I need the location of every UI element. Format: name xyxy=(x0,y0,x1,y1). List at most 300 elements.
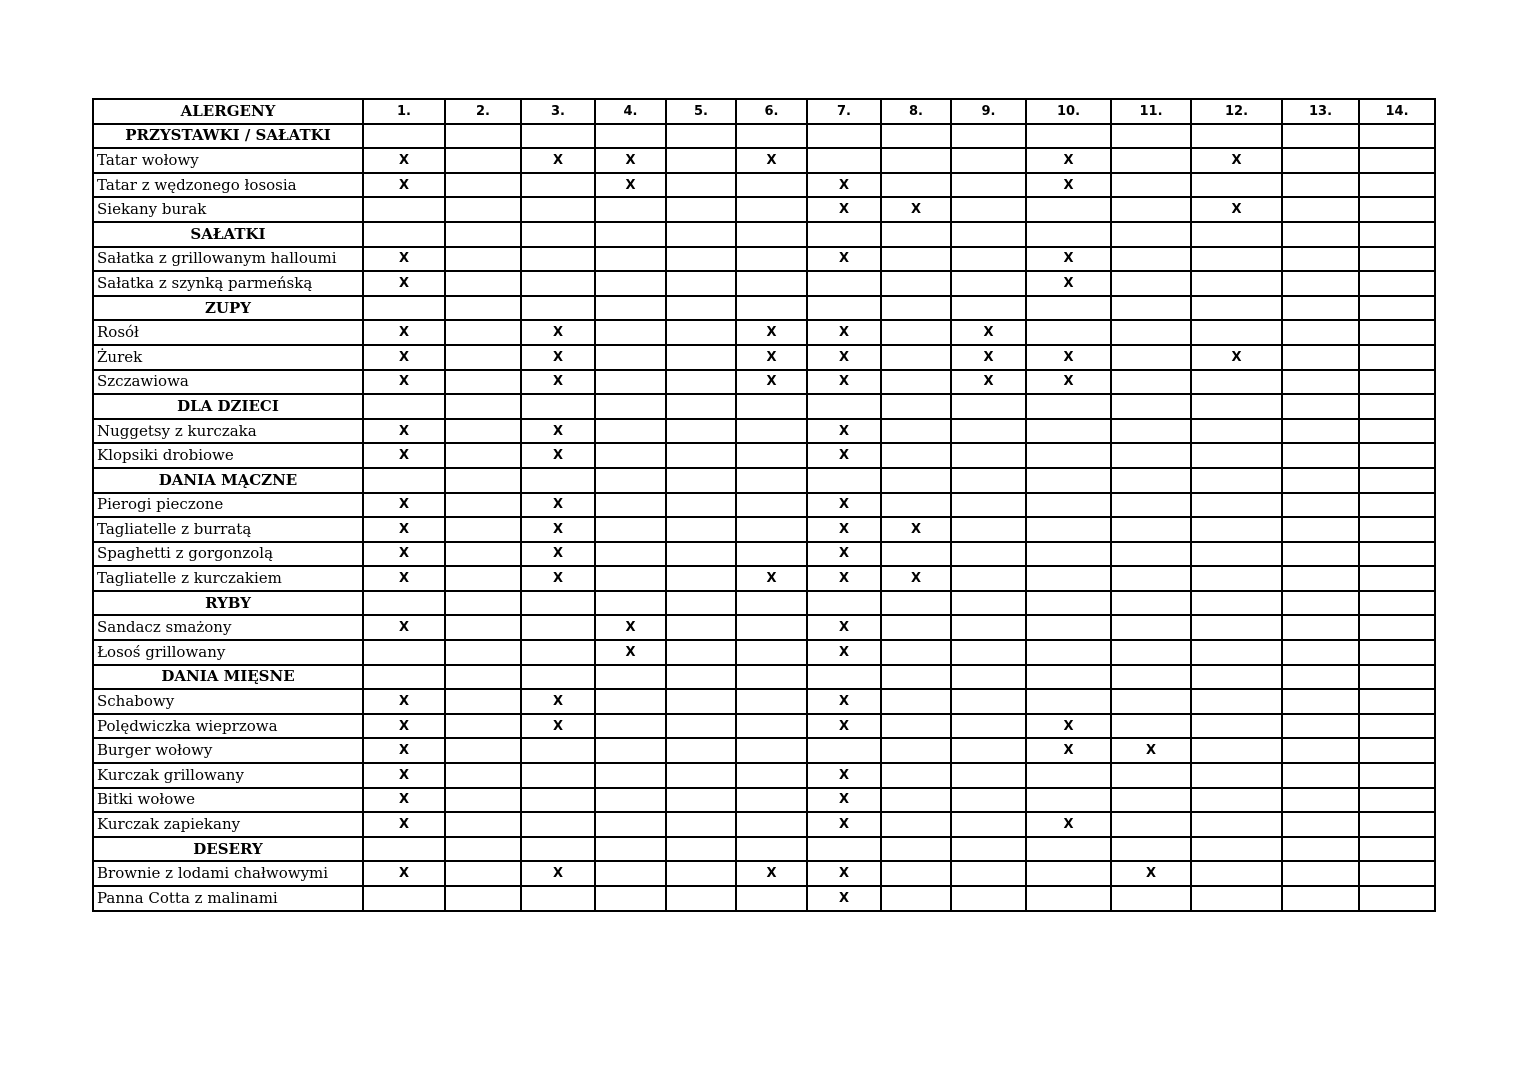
allergen-mark: X xyxy=(807,517,881,542)
empty-cell xyxy=(1359,812,1435,837)
empty-cell xyxy=(881,640,951,665)
empty-cell xyxy=(1191,419,1282,444)
empty-cell xyxy=(1026,197,1111,222)
allergen-mark: X xyxy=(363,247,445,272)
table-row xyxy=(93,419,1435,444)
empty-cell xyxy=(1191,370,1282,395)
allergen-mark: X xyxy=(807,542,881,567)
empty-cell xyxy=(1111,173,1191,198)
empty-cell xyxy=(445,222,521,247)
empty-cell xyxy=(445,591,521,616)
empty-cell xyxy=(1359,689,1435,714)
dish-name: Tatar z wędzonego łososia xyxy=(93,173,363,198)
empty-cell xyxy=(445,665,521,690)
empty-cell xyxy=(807,296,881,321)
allergen-mark: X xyxy=(736,370,807,395)
empty-cell xyxy=(1191,763,1282,788)
allergen-mark: X xyxy=(736,148,807,173)
allergen-mark: X xyxy=(1026,247,1111,272)
empty-cell xyxy=(1111,640,1191,665)
empty-cell xyxy=(363,296,445,321)
empty-cell xyxy=(1359,271,1435,296)
empty-cell xyxy=(521,640,595,665)
empty-cell xyxy=(1282,443,1359,468)
dish-name: Tagliatelle z kurczakiem xyxy=(93,566,363,591)
allergen-mark: X xyxy=(1026,173,1111,198)
empty-cell xyxy=(1359,861,1435,886)
table-row xyxy=(93,886,1435,911)
section-row xyxy=(93,665,1435,690)
empty-cell xyxy=(1282,222,1359,247)
allergen-mark: X xyxy=(807,689,881,714)
allergen-mark: X xyxy=(363,615,445,640)
empty-cell xyxy=(881,296,951,321)
empty-cell xyxy=(807,222,881,247)
section-heading: PRZYSTAWKI / SAŁATKI xyxy=(93,124,363,149)
empty-cell xyxy=(881,886,951,911)
allergen-column-header: 4. xyxy=(595,99,666,124)
allergen-column-header: 1. xyxy=(363,99,445,124)
dish-name: Bitki wołowe xyxy=(93,788,363,813)
table-row xyxy=(93,345,1435,370)
empty-cell xyxy=(1282,468,1359,493)
allergen-mark: X xyxy=(807,714,881,739)
allergen-mark: X xyxy=(951,320,1026,345)
empty-cell xyxy=(1111,124,1191,149)
empty-cell xyxy=(951,763,1026,788)
empty-cell xyxy=(363,468,445,493)
empty-cell xyxy=(736,173,807,198)
empty-cell xyxy=(1026,419,1111,444)
allergen-mark: X xyxy=(807,443,881,468)
empty-cell xyxy=(595,197,666,222)
empty-cell xyxy=(881,124,951,149)
allergen-mark: X xyxy=(807,197,881,222)
empty-cell xyxy=(881,222,951,247)
section-row xyxy=(93,468,1435,493)
empty-cell xyxy=(1359,542,1435,567)
empty-cell xyxy=(807,468,881,493)
empty-cell xyxy=(595,419,666,444)
table-row xyxy=(93,714,1435,739)
empty-cell xyxy=(1282,861,1359,886)
empty-cell xyxy=(736,124,807,149)
allergen-mark: X xyxy=(951,345,1026,370)
allergen-mark: X xyxy=(807,615,881,640)
empty-cell xyxy=(363,394,445,419)
empty-cell xyxy=(881,861,951,886)
empty-cell xyxy=(951,296,1026,321)
empty-cell xyxy=(807,665,881,690)
empty-cell xyxy=(521,247,595,272)
dish-name: Tatar wołowy xyxy=(93,148,363,173)
empty-cell xyxy=(595,320,666,345)
empty-cell xyxy=(595,493,666,518)
section-heading: SAŁATKI xyxy=(93,222,363,247)
allergen-column-header: 5. xyxy=(666,99,736,124)
empty-cell xyxy=(951,665,1026,690)
section-row xyxy=(93,591,1435,616)
empty-cell xyxy=(1191,640,1282,665)
empty-cell xyxy=(1111,615,1191,640)
allergen-mark: X xyxy=(521,148,595,173)
empty-cell xyxy=(445,493,521,518)
empty-cell xyxy=(951,689,1026,714)
empty-cell xyxy=(1359,173,1435,198)
empty-cell xyxy=(666,247,736,272)
empty-cell xyxy=(363,591,445,616)
empty-cell xyxy=(1282,615,1359,640)
dish-name: Klopsiki drobiowe xyxy=(93,443,363,468)
empty-cell xyxy=(1359,837,1435,862)
allergen-mark: X xyxy=(363,714,445,739)
empty-cell xyxy=(1359,222,1435,247)
empty-cell xyxy=(595,542,666,567)
empty-cell xyxy=(807,148,881,173)
empty-cell xyxy=(881,443,951,468)
empty-cell xyxy=(1282,419,1359,444)
empty-cell xyxy=(1359,443,1435,468)
allergen-mark: X xyxy=(363,566,445,591)
dish-name: Tagliatelle z burratą xyxy=(93,517,363,542)
table-row xyxy=(93,763,1435,788)
empty-cell xyxy=(1026,763,1111,788)
empty-cell xyxy=(1111,689,1191,714)
dish-name: Spaghetti z gorgonzolą xyxy=(93,542,363,567)
empty-cell xyxy=(1111,886,1191,911)
empty-cell xyxy=(1111,788,1191,813)
empty-cell xyxy=(1191,271,1282,296)
empty-cell xyxy=(736,493,807,518)
dish-name: Siekany burak xyxy=(93,197,363,222)
table-row xyxy=(93,517,1435,542)
allergen-mark: X xyxy=(363,148,445,173)
dish-name: Rosół xyxy=(93,320,363,345)
allergen-mark: X xyxy=(1111,861,1191,886)
empty-cell xyxy=(951,837,1026,862)
table-row xyxy=(93,812,1435,837)
empty-cell xyxy=(1359,615,1435,640)
empty-cell xyxy=(736,689,807,714)
allergen-mark: X xyxy=(807,640,881,665)
section-row xyxy=(93,394,1435,419)
allergen-mark: X xyxy=(363,812,445,837)
allergen-column-header: 10. xyxy=(1026,99,1111,124)
empty-cell xyxy=(1359,320,1435,345)
allergen-mark: X xyxy=(1111,738,1191,763)
empty-cell xyxy=(595,886,666,911)
empty-cell xyxy=(666,197,736,222)
dish-name: Łosoś grillowany xyxy=(93,640,363,665)
empty-cell xyxy=(666,296,736,321)
empty-cell xyxy=(1282,247,1359,272)
empty-cell xyxy=(1191,591,1282,616)
empty-cell xyxy=(445,419,521,444)
empty-cell xyxy=(1359,296,1435,321)
empty-cell xyxy=(666,542,736,567)
empty-cell xyxy=(1111,370,1191,395)
empty-cell xyxy=(445,173,521,198)
empty-cell xyxy=(1026,861,1111,886)
empty-cell xyxy=(951,566,1026,591)
empty-cell xyxy=(1026,665,1111,690)
empty-cell xyxy=(1191,665,1282,690)
empty-cell xyxy=(363,124,445,149)
empty-cell xyxy=(595,394,666,419)
empty-cell xyxy=(1191,468,1282,493)
empty-cell xyxy=(521,271,595,296)
allergen-mark: X xyxy=(363,419,445,444)
allergen-mark: X xyxy=(1026,812,1111,837)
empty-cell xyxy=(595,788,666,813)
empty-cell xyxy=(807,591,881,616)
empty-cell xyxy=(951,542,1026,567)
table-row xyxy=(93,148,1435,173)
empty-cell xyxy=(445,542,521,567)
allergen-column-header: 8. xyxy=(881,99,951,124)
empty-cell xyxy=(445,738,521,763)
empty-cell xyxy=(363,640,445,665)
empty-cell xyxy=(881,148,951,173)
empty-cell xyxy=(881,837,951,862)
empty-cell xyxy=(1359,738,1435,763)
empty-cell xyxy=(736,468,807,493)
empty-cell xyxy=(595,271,666,296)
empty-cell xyxy=(595,689,666,714)
empty-cell xyxy=(595,591,666,616)
empty-cell xyxy=(1359,566,1435,591)
empty-cell xyxy=(736,542,807,567)
allergen-column-header: 9. xyxy=(951,99,1026,124)
empty-cell xyxy=(1282,148,1359,173)
empty-cell xyxy=(881,788,951,813)
empty-cell xyxy=(666,222,736,247)
empty-cell xyxy=(807,124,881,149)
empty-cell xyxy=(1191,247,1282,272)
table-row xyxy=(93,788,1435,813)
empty-cell xyxy=(881,665,951,690)
empty-cell xyxy=(1282,345,1359,370)
empty-cell xyxy=(1359,714,1435,739)
allergen-mark: X xyxy=(363,738,445,763)
section-row xyxy=(93,837,1435,862)
empty-cell xyxy=(881,738,951,763)
empty-cell xyxy=(666,714,736,739)
allergen-column-header: 12. xyxy=(1191,99,1282,124)
empty-cell xyxy=(1111,468,1191,493)
empty-cell xyxy=(1026,517,1111,542)
empty-cell xyxy=(1111,517,1191,542)
allergen-mark: X xyxy=(807,370,881,395)
empty-cell xyxy=(951,591,1026,616)
empty-cell xyxy=(445,861,521,886)
empty-cell xyxy=(1111,763,1191,788)
empty-cell xyxy=(951,148,1026,173)
empty-cell xyxy=(1111,665,1191,690)
empty-cell xyxy=(881,370,951,395)
empty-cell xyxy=(1359,468,1435,493)
empty-cell xyxy=(1111,419,1191,444)
empty-cell xyxy=(951,886,1026,911)
empty-cell xyxy=(445,370,521,395)
empty-cell xyxy=(666,320,736,345)
table-row xyxy=(93,542,1435,567)
allergen-mark: X xyxy=(521,320,595,345)
empty-cell xyxy=(666,173,736,198)
empty-cell xyxy=(445,763,521,788)
empty-cell xyxy=(1359,124,1435,149)
empty-cell xyxy=(521,296,595,321)
empty-cell xyxy=(1191,788,1282,813)
allergen-mark: X xyxy=(595,173,666,198)
empty-cell xyxy=(1111,296,1191,321)
empty-cell xyxy=(1191,689,1282,714)
empty-cell xyxy=(1282,738,1359,763)
empty-cell xyxy=(1111,148,1191,173)
empty-cell xyxy=(666,271,736,296)
empty-cell xyxy=(1026,443,1111,468)
empty-cell xyxy=(1191,222,1282,247)
empty-cell xyxy=(521,615,595,640)
empty-cell xyxy=(445,640,521,665)
empty-cell xyxy=(595,468,666,493)
allergen-mark: X xyxy=(881,517,951,542)
empty-cell xyxy=(1191,443,1282,468)
table-body xyxy=(93,124,1435,911)
empty-cell xyxy=(445,197,521,222)
empty-cell xyxy=(445,812,521,837)
empty-cell xyxy=(666,493,736,518)
allergen-mark: X xyxy=(363,173,445,198)
empty-cell xyxy=(445,468,521,493)
allergen-mark: X xyxy=(521,689,595,714)
empty-cell xyxy=(1111,493,1191,518)
empty-cell xyxy=(1359,665,1435,690)
empty-cell xyxy=(951,812,1026,837)
empty-cell xyxy=(666,468,736,493)
empty-cell xyxy=(595,296,666,321)
empty-cell xyxy=(951,640,1026,665)
allergen-mark: X xyxy=(807,812,881,837)
allergen-mark: X xyxy=(363,763,445,788)
empty-cell xyxy=(666,148,736,173)
empty-cell xyxy=(736,247,807,272)
allergen-mark: X xyxy=(363,345,445,370)
empty-cell xyxy=(1282,271,1359,296)
allergen-mark: X xyxy=(595,640,666,665)
allergen-mark: X xyxy=(807,345,881,370)
allergen-mark: X xyxy=(736,566,807,591)
empty-cell xyxy=(951,493,1026,518)
empty-cell xyxy=(1111,566,1191,591)
empty-cell xyxy=(1282,689,1359,714)
empty-cell xyxy=(666,665,736,690)
empty-cell xyxy=(736,886,807,911)
empty-cell xyxy=(951,443,1026,468)
empty-cell xyxy=(736,591,807,616)
empty-cell xyxy=(595,812,666,837)
empty-cell xyxy=(595,665,666,690)
empty-cell xyxy=(363,837,445,862)
empty-cell xyxy=(1359,197,1435,222)
allergen-mark: X xyxy=(951,370,1026,395)
empty-cell xyxy=(1359,370,1435,395)
allergen-mark: X xyxy=(363,370,445,395)
table-row xyxy=(93,566,1435,591)
empty-cell xyxy=(1026,222,1111,247)
allergen-mark: X xyxy=(807,493,881,518)
dish-name: Brownie z lodami chałwowymi xyxy=(93,861,363,886)
empty-cell xyxy=(951,247,1026,272)
allergen-mark: X xyxy=(1026,738,1111,763)
allergen-column-header: 13. xyxy=(1282,99,1359,124)
empty-cell xyxy=(951,615,1026,640)
empty-cell xyxy=(951,861,1026,886)
empty-cell xyxy=(951,419,1026,444)
allergen-mark: X xyxy=(1026,271,1111,296)
empty-cell xyxy=(363,886,445,911)
empty-cell xyxy=(951,197,1026,222)
empty-cell xyxy=(1111,837,1191,862)
empty-cell xyxy=(1111,222,1191,247)
empty-cell xyxy=(1282,517,1359,542)
empty-cell xyxy=(807,394,881,419)
empty-cell xyxy=(1282,493,1359,518)
empty-cell xyxy=(1026,320,1111,345)
empty-cell xyxy=(1026,615,1111,640)
empty-cell xyxy=(1026,591,1111,616)
empty-cell xyxy=(951,222,1026,247)
allergen-mark: X xyxy=(807,566,881,591)
empty-cell xyxy=(881,812,951,837)
empty-cell xyxy=(881,689,951,714)
empty-cell xyxy=(595,714,666,739)
empty-cell xyxy=(1191,714,1282,739)
table-row xyxy=(93,689,1435,714)
allergen-mark: X xyxy=(881,197,951,222)
empty-cell xyxy=(951,271,1026,296)
section-heading: ZUPY xyxy=(93,296,363,321)
empty-cell xyxy=(881,542,951,567)
empty-cell xyxy=(521,837,595,862)
empty-cell xyxy=(445,566,521,591)
empty-cell xyxy=(1359,148,1435,173)
empty-cell xyxy=(881,173,951,198)
section-row xyxy=(93,124,1435,149)
allergen-mark: X xyxy=(521,861,595,886)
table-row xyxy=(93,493,1435,518)
empty-cell xyxy=(521,788,595,813)
allergen-mark: X xyxy=(363,861,445,886)
allergen-mark: X xyxy=(521,714,595,739)
empty-cell xyxy=(1359,591,1435,616)
empty-cell xyxy=(363,222,445,247)
allergen-mark: X xyxy=(521,419,595,444)
empty-cell xyxy=(1026,296,1111,321)
allergen-mark: X xyxy=(807,886,881,911)
allergen-mark: X xyxy=(1191,148,1282,173)
allergen-mark: X xyxy=(807,173,881,198)
empty-cell xyxy=(666,763,736,788)
allergen-mark: X xyxy=(521,493,595,518)
allergen-mark: X xyxy=(807,861,881,886)
dish-name: Nuggetsy z kurczaka xyxy=(93,419,363,444)
empty-cell xyxy=(666,615,736,640)
empty-cell xyxy=(1191,861,1282,886)
dish-name: Sandacz smażony xyxy=(93,615,363,640)
section-row xyxy=(93,222,1435,247)
allergen-mark: X xyxy=(521,345,595,370)
